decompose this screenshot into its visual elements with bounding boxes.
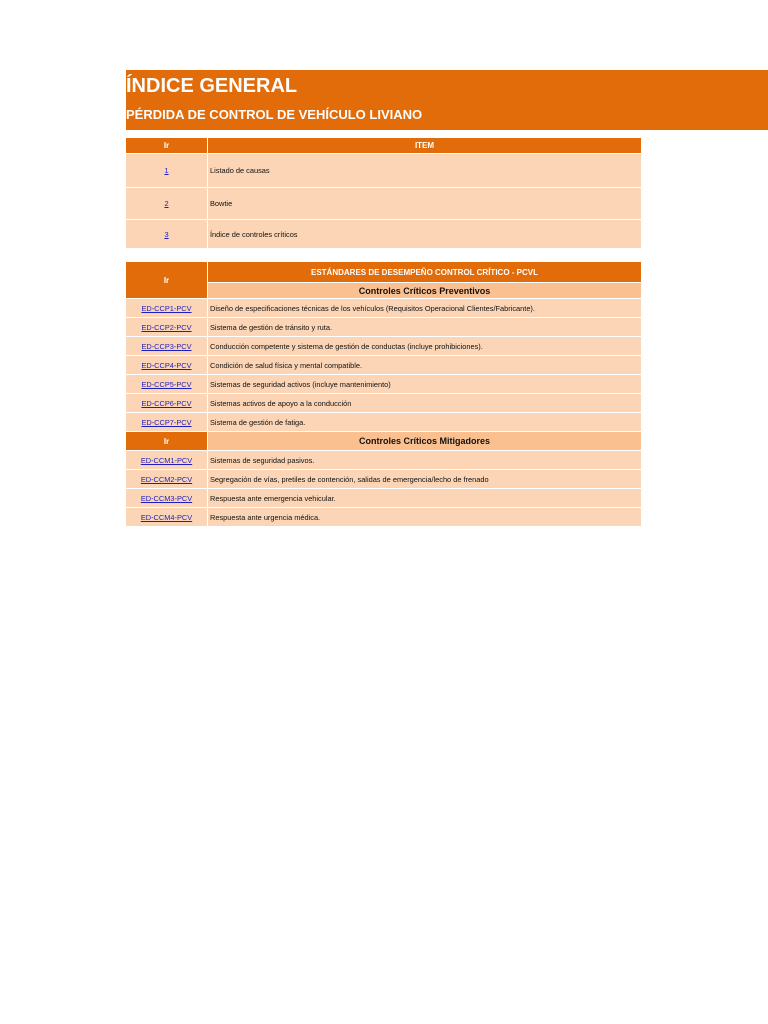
column-header-go: Ir bbox=[126, 262, 208, 299]
standard-description: Respuesta ante emergencia vehicular. bbox=[208, 489, 642, 508]
standard-description: Sistemas activos de apoyo a la conducción bbox=[208, 394, 642, 413]
standard-link-ccp6[interactable]: ED-CCP6-PCV bbox=[126, 394, 208, 413]
standards-table-header bbox=[126, 262, 642, 283]
table-row bbox=[126, 318, 642, 337]
index-link-1[interactable]: 1 bbox=[126, 154, 208, 188]
table-row bbox=[126, 470, 642, 489]
page-subtitle: PÉRDIDA DE CONTROL DE VEHÍCULO LIVIANO bbox=[126, 107, 423, 122]
table-row bbox=[126, 356, 642, 375]
table-row bbox=[126, 188, 642, 220]
standard-link-ccp5[interactable]: ED-CCP5-PCV bbox=[126, 375, 208, 394]
table-row bbox=[126, 220, 642, 249]
index-table bbox=[126, 138, 642, 249]
index-item-label: Índice de controles críticos bbox=[208, 220, 642, 249]
standard-description: Condición de salud física y mental compatible. bbox=[208, 356, 642, 375]
standards-table bbox=[126, 262, 642, 527]
standard-description: Segregación de vías, pretiles de contención, salidas de emergencia/lecho de frenado bbox=[208, 470, 642, 489]
page-title: ÍNDICE GENERAL bbox=[126, 75, 298, 97]
standards-title: ESTÁNDARES DE DESEMPEÑO CONTROL CRÍTICO - PCVL bbox=[208, 262, 642, 283]
standard-link-ccm2[interactable]: ED-CCM2-PCV bbox=[126, 470, 208, 489]
index-table-header bbox=[126, 138, 642, 154]
index-item-label: Bowtie bbox=[208, 188, 642, 220]
index-link-2[interactable]: 2 bbox=[126, 188, 208, 220]
standard-link-ccm3[interactable]: ED-CCM3-PCV bbox=[126, 489, 208, 508]
table-row bbox=[126, 508, 642, 527]
standard-link-ccp4[interactable]: ED-CCP4-PCV bbox=[126, 356, 208, 375]
table-row bbox=[126, 451, 642, 470]
standard-description: Respuesta ante urgencia médica. bbox=[208, 508, 642, 527]
standard-description: Sistema de gestión de fatiga. bbox=[208, 413, 642, 432]
table-row bbox=[126, 375, 642, 394]
table-row bbox=[126, 394, 642, 413]
preventive-section-heading: Controles Críticos Preventivos bbox=[208, 283, 642, 299]
standard-description: Sistemas de seguridad activos (incluye mantenimiento) bbox=[208, 375, 642, 394]
standard-link-ccm4[interactable]: ED-CCM4-PCV bbox=[126, 508, 208, 527]
standard-link-ccp7[interactable]: ED-CCP7-PCV bbox=[126, 413, 208, 432]
standard-description: Sistema de gestión de tránsito y ruta. bbox=[208, 318, 642, 337]
index-link-3[interactable]: 3 bbox=[126, 220, 208, 249]
standard-link-ccm1[interactable]: ED-CCM1-PCV bbox=[126, 451, 208, 470]
standard-link-ccp3[interactable]: ED-CCP3-PCV bbox=[126, 337, 208, 356]
table-row bbox=[126, 154, 642, 188]
table-row bbox=[126, 413, 642, 432]
standard-description: Diseño de especificaciones técnicas de los vehículos (Requisitos Operacional Clientes/Fabricante). bbox=[208, 299, 642, 318]
standard-description: Conducción competente y sistema de gestión de conductas (incluye prohibiciones). bbox=[208, 337, 642, 356]
standard-description: Sistemas de seguridad pasivos. bbox=[208, 451, 642, 470]
standard-link-ccp2[interactable]: ED-CCP2-PCV bbox=[126, 318, 208, 337]
column-header-go: Ir bbox=[126, 138, 208, 154]
section-header-row bbox=[126, 432, 642, 451]
index-item-label: Listado de causas bbox=[208, 154, 642, 188]
standard-link-ccp1[interactable]: ED-CCP1-PCV bbox=[126, 299, 208, 318]
table-row bbox=[126, 337, 642, 356]
column-header-item: ITEM bbox=[208, 138, 642, 154]
table-row bbox=[126, 489, 642, 508]
column-header-go: Ir bbox=[126, 432, 208, 451]
table-row bbox=[126, 299, 642, 318]
header-banner bbox=[126, 70, 768, 130]
mitigating-section-heading: Controles Críticos Mitigadores bbox=[208, 432, 642, 451]
